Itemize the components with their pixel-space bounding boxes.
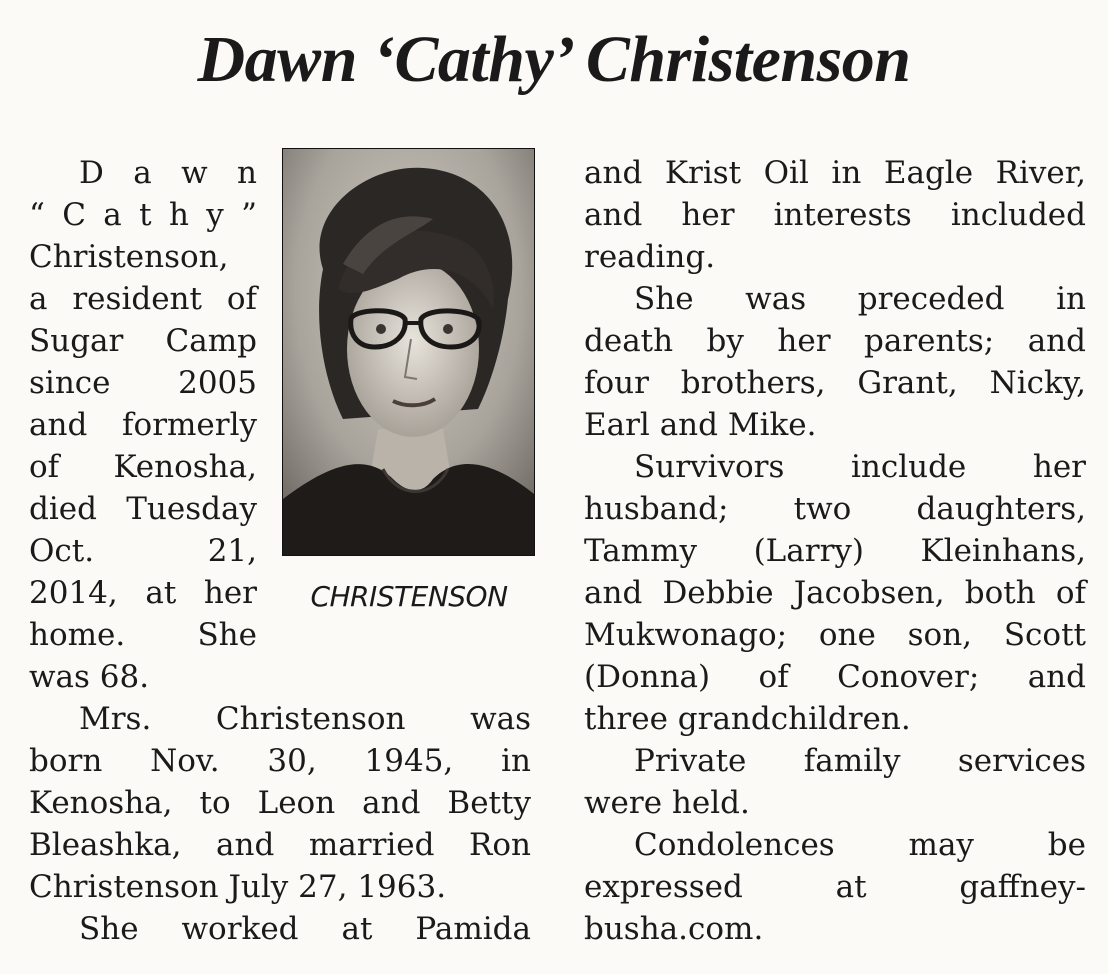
body-line: She worked at Pamida (79, 911, 531, 947)
body-line: “ C a t h y ” (29, 197, 257, 233)
body-line: husband; two daughters, (584, 491, 1086, 527)
body-line: Oct. 21, (29, 533, 257, 569)
body-line: and her interests included (584, 197, 1086, 233)
body-line: busha.com. (584, 911, 764, 947)
body-line: since 2005 (29, 365, 257, 401)
body-line: Mukwonago; one son, Scott (584, 617, 1086, 653)
body-line: Kenosha, to Leon and Betty (29, 785, 531, 821)
body-line: three grandchildren. (584, 701, 911, 737)
body-line: was 68. (29, 659, 150, 695)
body-line: and formerly (29, 407, 257, 443)
body-line: a resident of (29, 281, 257, 317)
body-line: born Nov. 30, 1945, in (29, 743, 531, 779)
body-line: and Debbie Jacobsen, both of (584, 575, 1086, 611)
body-line: death by her parents; and (584, 323, 1086, 359)
body-line: home. She (29, 617, 257, 653)
body-line: of Kenosha, (29, 449, 257, 485)
body-line: expressed at gaffney- (584, 869, 1086, 905)
body-line: D a w n (79, 155, 257, 191)
body-line: Mrs. Christenson was (79, 701, 531, 737)
body-line: Christenson July 27, 1963. (29, 869, 447, 905)
body-line: Tammy (Larry) Kleinhans, (584, 533, 1086, 569)
body-line: Earl and Mike. (584, 407, 817, 443)
body-line: Condolences may be (634, 827, 1086, 863)
body-line: Private family services (634, 743, 1086, 779)
body-line: She was preceded in (634, 281, 1086, 317)
body-line: were held. (584, 785, 750, 821)
body-line: reading. (584, 239, 716, 275)
body-line: Christenson, (29, 239, 229, 275)
body-line: Survivors include her (634, 449, 1086, 485)
body-line: and Krist Oil in Eagle River, (584, 155, 1086, 191)
photo-caption: CHRISTENSON (310, 580, 508, 613)
body-line: 2014, at her (29, 575, 257, 611)
body-line: (Donna) of Conover; and (584, 659, 1086, 695)
body-line: Bleashka, and married Ron (29, 827, 531, 863)
body-line: Sugar Camp (29, 323, 257, 359)
body-line: died Tuesday (29, 491, 257, 527)
obituary-headline: Dawn ‘Cathy’ Christenson (197, 23, 911, 96)
body-line: four brothers, Grant, Nicky, (584, 365, 1086, 401)
portrait-photo (282, 148, 535, 556)
